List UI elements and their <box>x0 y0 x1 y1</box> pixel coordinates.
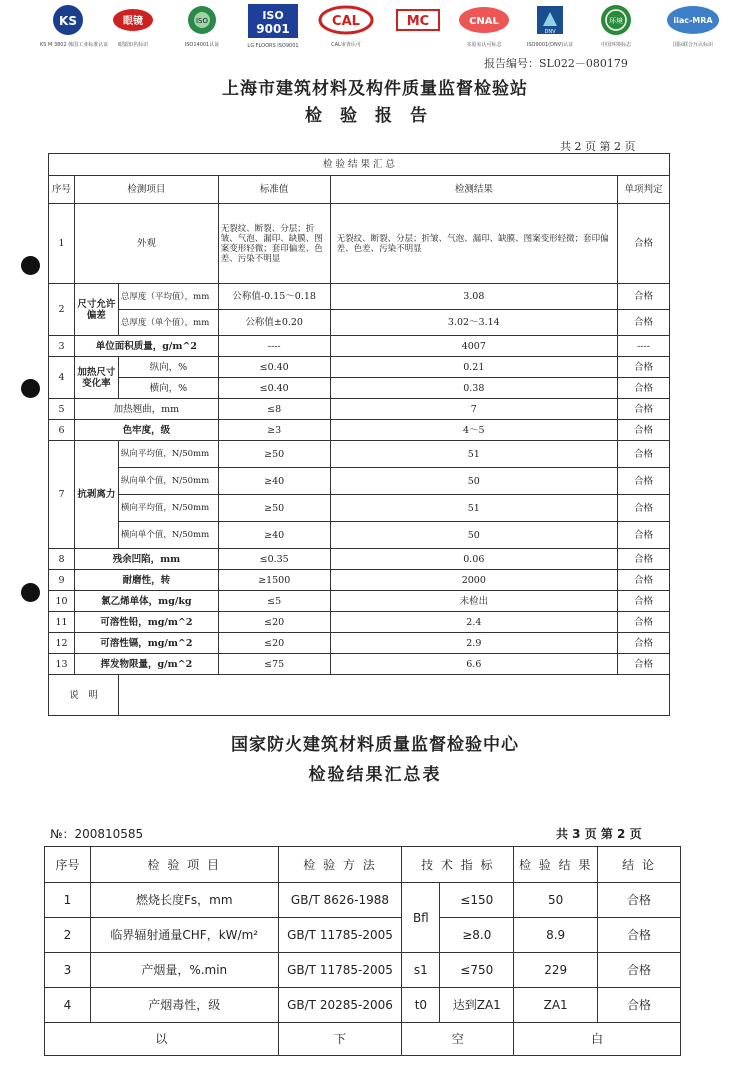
table-row: 1 燃烧长度Fs，mm GB/T 8626-1988 Bfl ≤150 50 合格 <box>45 883 681 918</box>
binder-hole <box>21 583 40 602</box>
table-caption: 检 验 结 果 汇 总 <box>49 154 670 176</box>
table-row: 横向，% ≤0.40 0.38 合格 <box>49 378 670 399</box>
report1-title: 上海市建筑材料及构件质量监督检验站 <box>222 79 528 99</box>
report2-title: 国家防火建筑材料质量监督检验中心 <box>231 735 519 755</box>
report2-number: №：200810585 <box>50 827 144 841</box>
table-row: 9 耐磨性，转 ≥1500 2000 合格 <box>49 570 670 591</box>
svg-text:眼镜: 眼镜 <box>123 16 143 27</box>
table-row: 4 产烟毒性，级 GB/T 20285-2006 t0 达到ZA1 ZA1 合格 <box>45 988 681 1023</box>
cnal-logo: CNAL 实验室认可标志 <box>454 4 514 48</box>
binder-hole <box>21 256 40 275</box>
svg-text:ilac-MRA: ilac-MRA <box>673 16 713 25</box>
table-row: 纵向单个值，N/50mm ≥40 50 合格 <box>49 468 670 495</box>
svg-text:环境: 环境 <box>609 17 623 25</box>
table-row: 横向平均值，N/50mm ≥50 51 合格 <box>49 495 670 522</box>
table-row: 5 加热翘曲，mm ≤8 7 合格 <box>49 399 670 420</box>
svg-text:ISO: ISO <box>262 9 284 22</box>
table-row: 10 氯乙烯单体，mg/kg ≤5 未检出 合格 <box>49 591 670 612</box>
table-header: 序号 检测项目 标准值 检测结果 单项判定 <box>49 176 670 204</box>
blank-row: 以 下 空 白 <box>45 1023 681 1056</box>
report1-subtitle: 检验报告 <box>305 106 445 126</box>
svg-text:CAL: CAL <box>332 14 360 29</box>
eyeglass-logo: 眼镜 眼镜知名标识 <box>108 4 158 48</box>
report2-page: 共 3 页 第 2 页 <box>556 827 642 841</box>
table-row: 6 色牢度，级 ≥3 4～5 合格 <box>49 420 670 441</box>
svg-text:KS: KS <box>59 14 77 28</box>
svg-text:CNAL: CNAL <box>469 16 499 27</box>
svg-text:ISO: ISO <box>195 17 209 25</box>
report1-page: 共 2 页 第 2 页 <box>560 140 636 153</box>
report2-subtitle: 检验结果汇总表 <box>308 765 442 785</box>
environment-logo: 环境 中国环境标志 <box>588 4 644 48</box>
svg-text:9001: 9001 <box>256 22 290 36</box>
table-row: 2 尺寸允许偏差 总厚度（平均值），mm 公称值-0.15～0.18 3.08 合格 <box>49 284 670 310</box>
table-row: 1 外观 无裂纹、断裂、分层；折皱、气泡、漏印、缺膜、图案变形轻微；套印偏差、色差、污染不明显 无裂纹、断裂、分层；折皱、气泡、漏印、缺膜、图案变形轻微；套印偏差、色差、污染不明显 合格 <box>49 204 670 284</box>
table-row: 横向单个值，N/50mm ≥40 50 合格 <box>49 522 670 549</box>
svg-text:MC: MC <box>406 14 430 29</box>
report1-results-table <box>48 153 670 716</box>
table-row: 11 可溶性铅，mg/m^2 ≤20 2.4 合格 <box>49 612 670 633</box>
table-row: 4 加热尺寸变化率 纵向，% ≤0.40 0.21 合格 <box>49 357 670 378</box>
ilac-mra-logo: ilac-MRA 国际联合互认标识 <box>662 4 724 48</box>
note-row: 说 明 <box>49 675 670 716</box>
table-row: 13 挥发物限量，g/m^2 ≤75 6.6 合格 <box>49 654 670 675</box>
svg-text:DNV: DNV <box>544 29 556 35</box>
report2-results-table <box>44 846 681 1056</box>
table-row: 8 残余凹陷，mm ≤0.35 0.06 合格 <box>49 549 670 570</box>
table-row: 7 抗剥离力 纵向平均值，N/50mm ≥50 51 合格 <box>49 441 670 468</box>
table-row: 3 单位面积质量，g/m^2 ---- 4007 ---- <box>49 336 670 357</box>
iso9001-logo: ISO 9001 LG FLOORS ISO9001 <box>244 4 302 49</box>
iso14001-logo: ISO ISO14001认证 <box>178 4 226 48</box>
certification-logos <box>40 4 730 52</box>
ks-logo: KS KS M 3802 韩国工业标准认证 <box>40 4 96 48</box>
report-number: 报告编号：SL022－080179 <box>484 57 628 70</box>
table-header: 序号 检 验 项 目 检 验 方 法 技 术 指 标 检 验 结 果 结 论 <box>45 847 681 883</box>
mc-logo <box>392 4 444 41</box>
table-row: 2 临界辐射通量CHF，kW/m² GB/T 11785-2005 ≥8.0 8.9 合格 <box>45 918 681 953</box>
binder-hole <box>21 379 40 398</box>
table-row: 12 可溶性镉，mg/m^2 ≤20 2.9 合格 <box>49 633 670 654</box>
dnv-logo: DNV ISO9001(DNV)认证 <box>526 4 574 48</box>
cal-logo: CAL CAL审查认可 <box>316 4 376 48</box>
table-row: 总厚度（单个值），mm 公称值±0.20 3.02～3.14 合格 <box>49 310 670 336</box>
table-row: 3 产烟量，%.min GB/T 11785-2005 s1 ≤750 229 合格 <box>45 953 681 988</box>
